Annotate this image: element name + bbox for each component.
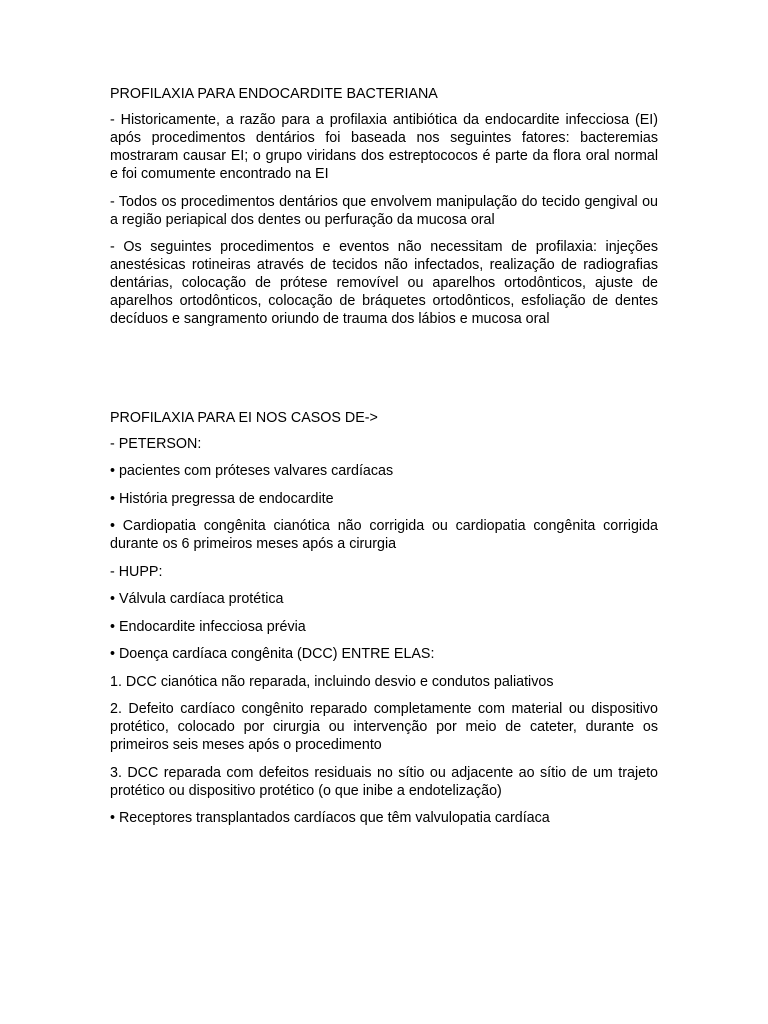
list-item: • Cardiopatia congênita cianótica não corrigida ou cardiopatia congênita corrigida durante os 6 primeiros meses após a cirurgia [110, 518, 658, 552]
list-item: 1. DCC cianótica não reparada, incluindo desvio e condutos paliativos [110, 673, 554, 690]
hupp-label: - HUPP: [110, 563, 163, 580]
peterson-label: - PETERSON: [110, 435, 202, 452]
paragraph-historico: - Historicamente, a razão para a profilaxia antibiótica da endocardite infecciosa (EI) após procedimentos dentários foi baseada nos seguintes fatores: bacteremias mostraram causar EI; o grupo viridans dos estreptococos é parte da flora oral normal e foi comumente encontrado na EI [110, 112, 658, 182]
list-item: • Receptores transplantados cardíacos que têm valvulopatia cardíaca [110, 810, 550, 826]
list-item: • pacientes com próteses valvares cardíacas [110, 463, 394, 479]
section-title-casos: PROFILAXIA PARA EI NOS CASOS DE-> [110, 409, 378, 426]
list-item: 2. Defeito cardíaco congênito reparado completamente com material ou dispositivo protético, colocado por cirurgia ou intervenção por meio de cateter, durante os primeiros seis meses após o procedimento [110, 701, 658, 753]
list-item: • Doença cardíaca congênita (DCC) ENTRE ELAS: [110, 646, 435, 662]
list-item: • Endocardite infecciosa prévia [110, 618, 306, 635]
paragraph-nao-necessitam: - Os seguintes procedimentos e eventos não necessitam de profilaxia: injeções anestésicas rotineiras através de tecidos não infectados, realização de radiografias dentárias, colocação de prótese removível ou aparelhos ortodônticos, ajuste de aparelhos ortodônticos, colocação de bráquetes ortodônticos, esfoliação de dentes decíduos e sangramento oriundo de trauma dos lábios e mucosa oral [110, 239, 658, 327]
paragraph-procedimentos: - Todos os procedimentos dentários que envolvem manipulação do tecido gengival ou a região periapical dos dentes ou perfuração da mucosa oral [110, 193, 658, 228]
list-item: • Válvula cardíaca protética [110, 591, 284, 607]
list-item: • História pregressa de endocardite [110, 490, 334, 507]
document-page [110, 85, 658, 837]
list-item: 3. DCC reparada com defeitos residuais no sítio ou adjacente ao sítio de um trajeto protético ou dispositivo protético (o que inibe a endotelização) [110, 764, 658, 799]
section-spacer [110, 338, 658, 409]
section-title-endocardite: PROFILAXIA PARA ENDOCARDITE BACTERIANA [110, 86, 438, 102]
